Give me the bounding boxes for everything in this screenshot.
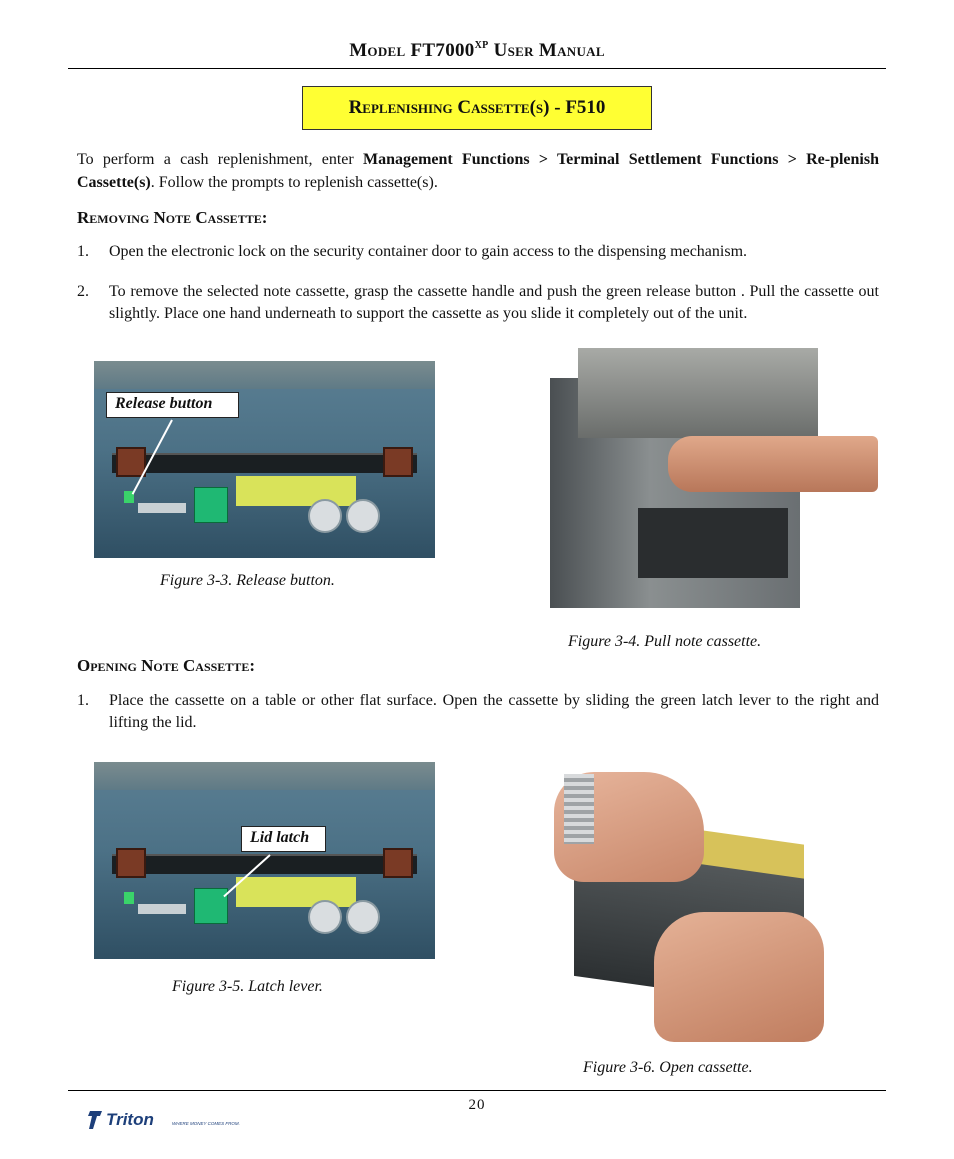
figure-3-6-caption: Figure 3-6. Open cassette. [583,1059,753,1076]
cassette-label-strip [138,904,186,914]
logo-wordmark: Triton [106,1110,154,1129]
removing-step-2 [77,281,879,325]
step-number: 1. [77,692,89,709]
dispenser-mechanism [578,348,818,438]
intro-menu-path: Management Functions > Terminal Settlement Functions > Re-plenish Cassette(s) [77,151,879,191]
removing-step-1 [77,241,879,263]
figure-3-4-caption: Figure 3-4. Pull note cassette. [568,633,762,650]
cassette-top [94,762,435,790]
lid-latch [194,487,228,523]
section-title: Replenishing Cassette(s) - F510 [348,97,606,118]
logo-tagline: WHERE MONEY COMES FROM. [172,1121,240,1126]
figure-3-3-caption: Figure 3-3. Release button. [160,572,335,589]
cassette-dial [308,900,342,934]
pull-note-cassette-photo [528,348,878,624]
cassette-dial [346,900,380,934]
step-text: To remove the selected note cassette, grasp the cassette handle and push the green release button . Pull the cassette out slightly. Place one hand underneath to support the cassette as you slide it completely out of the unit. [109,283,879,322]
footer-rule [68,1090,886,1091]
hand [668,436,878,492]
cassette-label-panel [236,877,356,907]
opening-heading: Opening Note Cassette: [77,656,255,675]
header-title-superscript: XP [474,40,489,51]
page-header-title [0,40,954,62]
section-title-box [302,86,652,130]
header-title-suffix: User Manual [493,40,605,61]
header-title-main: Model FT7000 [349,40,475,61]
cassette-label-panel [236,476,356,506]
cassette-bay [638,508,788,578]
intro-text: To perform a cash replenishment, enter [77,151,363,168]
header-rule [68,68,886,69]
wristwatch [564,774,594,844]
step-number: 1. [77,243,89,260]
cassette-knob-right [383,447,413,477]
cassette-slot [112,453,417,473]
page-number: 20 [468,1097,486,1113]
lid-latch-callout: Lid latch [241,826,326,852]
release-button-callout: Release button [106,392,239,418]
step-text: Place the cassette on a table or other flat surface. Open the cassette by sliding the green latch lever to the right and lifting the lid. [109,692,879,731]
release-button [124,892,134,904]
cassette-label-strip [138,503,186,513]
cassette-knob-left [116,848,146,878]
step-text: Open the electronic lock on the security container door to gain access to the dispensing mechanism. [109,243,748,260]
intro-paragraph [77,148,879,194]
intro-text-end: . Follow the prompts to replenish cassette(s). [150,174,438,191]
cassette-top [94,361,435,389]
hand [654,912,824,1042]
triton-logo [88,1105,253,1133]
cassette-knob-right [383,848,413,878]
logo-mark [88,1111,102,1129]
lid-latch [194,888,228,924]
cassette-dial [346,499,380,533]
open-cassette-photo [494,762,869,1046]
cassette-dial [308,499,342,533]
opening-step-1 [77,690,879,734]
release-button-photo [94,361,435,558]
removing-heading: Removing Note Cassette: [77,208,268,227]
latch-lever-photo [94,762,435,959]
figure-3-5-caption: Figure 3-5. Latch lever. [172,978,323,995]
step-number: 2. [77,283,89,300]
